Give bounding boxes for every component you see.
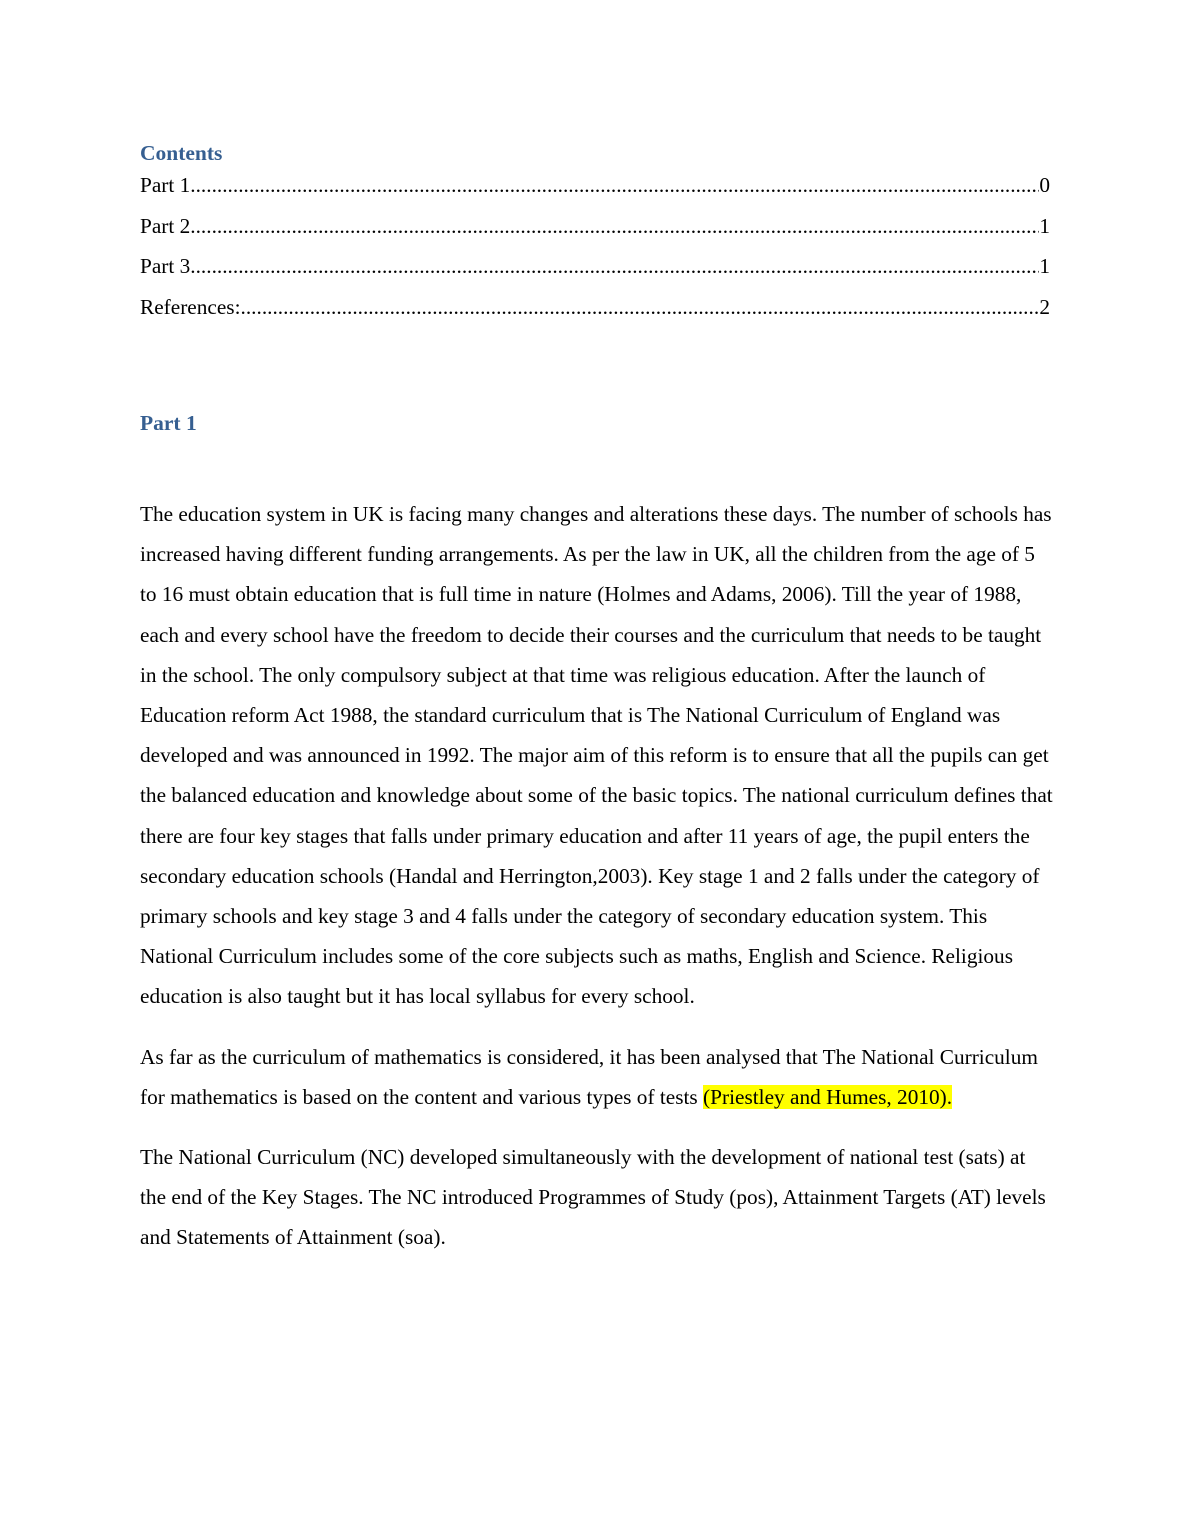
toc-entry-part-1[interactable] [140,170,1050,200]
toc-entry-page: 0 [1039,173,1050,197]
toc-entry-page: 2 [1039,294,1050,319]
toc-entry-label: Part 3 [140,254,191,278]
paragraph-3: The National Curriculum (NC) developed simultaneously with the development of national test (sats) at the end of the Key Stages. The NC introduced Programmes of Study (pos), Attainment Targets (AT) levels and Statements of Attainment (soa). [140,1145,1046,1250]
highlighted-citation: (Priestley and Humes, 2010). [703,1084,953,1109]
contents-heading: Contents [140,141,223,165]
paragraph-2-text: As far as the curriculum of mathematics is considered, it has been analysed that The National Curriculum for mathematics is based on the content and various types of tests [140,1044,1038,1109]
paragraph-1: The education system in UK is facing many changes and alterations these days. The number of schools has increased having different funding arrangements. As per the law in UK, all the children from the age of 5 to 16 must obtain education that is full time in nature (Holmes and Adams, 2006). Till the year of 1988, each and every school have the freedom to decide their courses and the curriculum that needs to be taught in the school. The only compulsory subject at that time was religious education. After the launch of Education reform Act 1988, the standard curriculum that is The National Curriculum of England was developed and was announced in 1992. The major aim of this reform is to ensure that all the pupils can get the balanced education and knowledge about some of the basic topics. The national curriculum defines that there are four key stages that falls under primary education and after 11 years of age, the pupil enters the secondary education schools (Handal and Herrington,2003). Key stage 1 and 2 falls under the category of primary schools and key stage 3 and 4 falls under the category of secondary education system. This National Curriculum includes some of the core subjects such as maths, English and Science. Religious education is also taught but it has local syllabus for every school. [140,502,1053,1009]
toc-leader-dots [190,211,1039,241]
toc-entry-part-2[interactable] [140,211,1050,241]
paragraph-2 [140,1037,1055,1117]
toc-entry-references[interactable] [140,292,1050,322]
toc-entry-page: 1 [1039,254,1050,278]
toc-leader-dots [190,170,1039,200]
toc-entry-label: Part 1 [140,173,191,197]
toc-entry-label: References: [140,294,241,319]
toc-entry-part-3[interactable] [140,251,1050,281]
toc-entry-label: Part 2 [140,213,191,238]
part-1-heading: Part 1 [140,411,197,435]
toc-leader-dots [241,292,1040,322]
toc-entry-page: 1 [1039,213,1050,238]
table-of-contents [140,170,1050,332]
toc-leader-dots [190,251,1039,281]
part-1-body [140,494,1055,1278]
